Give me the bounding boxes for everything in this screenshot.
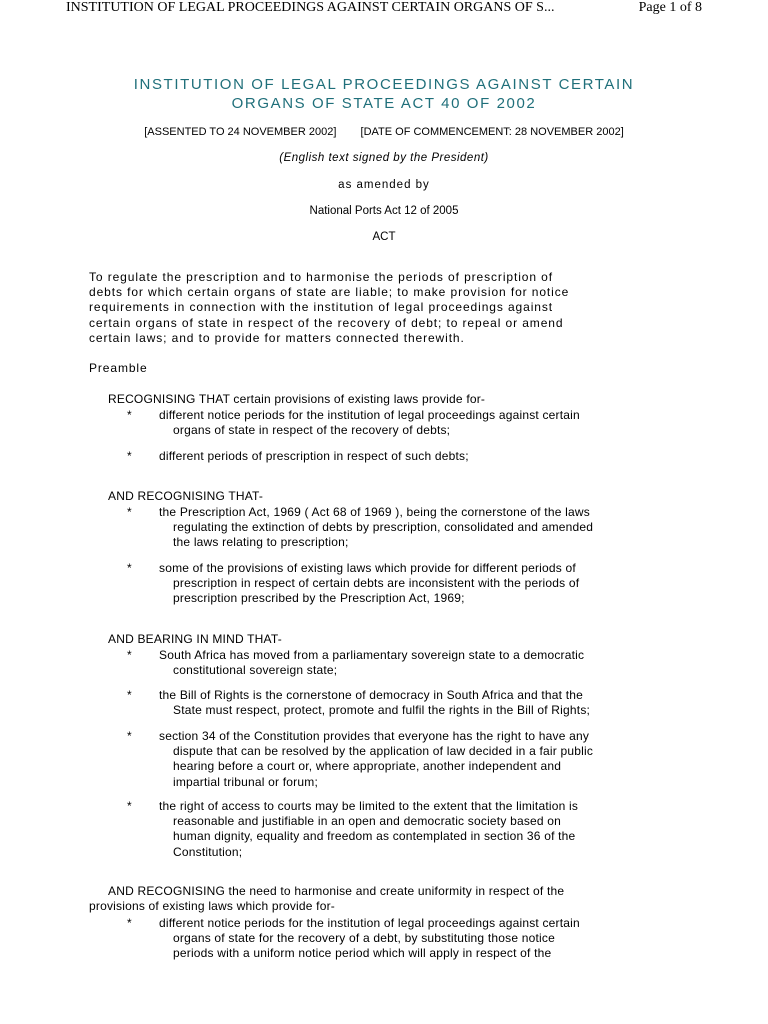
dates-line (0, 126, 768, 138)
bullet: * (127, 505, 132, 519)
amending-act: National Ports Act 12 of 2005 (309, 205, 459, 217)
section-heading: AND RECOGNISING THAT- (108, 489, 264, 503)
long-title (89, 270, 689, 346)
header-title: INSTITUTION OF LEGAL PROCEEDINGS AGAINST CERTAIN ORGANS OF S... (66, 0, 555, 15)
long-title-line: certain laws; and to provide for matters connected therewith. (89, 330, 465, 345)
section-heading-continued: provisions of existing laws which provide for- (89, 899, 335, 913)
preamble-heading: Preamble (89, 361, 148, 375)
assented-date: [ASSENTED TO 24 NOVEMBER 2002] (144, 126, 337, 138)
bullet: * (127, 729, 132, 743)
bullet: * (127, 408, 132, 422)
list-item: some of the provisions of existing laws which provide for different periods of prescription in respect of certain debts are inconsistent with the periods of prescription prescribed by the Prescription Act, 1969; (159, 561, 580, 606)
list-item: the Prescription Act, 1969 ( Act 68 of 1969 ), being the cornerstone of the laws regulating the extinction of debts by prescription, consolidated and amended the laws relating to prescription; (159, 505, 594, 550)
commencement-date: [DATE OF COMMENCEMENT: 28 NOVEMBER 2002] (360, 126, 624, 138)
act-title-line: INSTITUTION OF LEGAL PROCEEDINGS AGAINST CERTAIN (133, 76, 635, 93)
list-item: different notice periods for the institution of legal proceedings against certain organs of state for the recovery of a debt, by substituting those notice periods with a uniform notice period which will apply in respect of the (159, 916, 580, 961)
bullet: * (127, 799, 132, 813)
english-text-note: (English text signed by the President) (279, 152, 489, 164)
list-item: different periods of prescription in respect of such debts; (159, 449, 469, 463)
list-item: different notice periods for the institution of legal proceedings against certain organs of state in respect of the recovery of debts; (159, 408, 580, 438)
act-title-line: ORGANS OF STATE ACT 40 OF 2002 (231, 95, 537, 112)
list-item: the right of access to courts may be limited to the extent that the limitation is reasonable and justifiable in an open and democratic society based on human dignity, equality and freedom as contemplated in section 36 of the Constitution; (159, 799, 579, 859)
bullet: * (127, 688, 132, 702)
act-title (0, 75, 768, 113)
section-heading: AND BEARING IN MIND THAT- (108, 632, 282, 646)
long-title-line: debts for which certain organs of state are liable; to make provision for notice (89, 285, 570, 300)
page-number: Page 1 of 8 (638, 0, 702, 15)
long-title-line: requirements in connection with the institution of legal proceedings against (89, 300, 553, 315)
page-header (0, 0, 768, 18)
list-item: the Bill of Rights is the cornerstone of democracy in South Africa and that the State must respect, protect, promote and fulfil the rights in the Bill of Rights; (159, 688, 591, 718)
bullet: * (127, 916, 132, 930)
bullet: * (127, 561, 132, 575)
bullet: * (127, 648, 132, 662)
long-title-line: To regulate the prescription and to harmonise the periods of prescription of (89, 270, 553, 284)
bullet: * (127, 449, 132, 463)
amended-by: as amended by (338, 179, 430, 191)
section-heading: AND RECOGNISING the need to harmonise and create uniformity in respect of the (108, 884, 565, 898)
act-label: ACT (372, 231, 396, 243)
list-item: South Africa has moved from a parliamentary sovereign state to a democratic constitutional sovereign state; (159, 648, 585, 678)
section-heading: RECOGNISING THAT certain provisions of existing laws provide for- (108, 392, 486, 406)
long-title-line: certain organs of state in respect of the recovery of debt; to repeal or amend (89, 315, 564, 330)
list-item: section 34 of the Constitution provides that everyone has the right to have any dispute that can be resolved by the application of law decided in a fair public hearing before a court or, where appropriate, another independent and impartial tribunal or forum; (159, 729, 594, 789)
